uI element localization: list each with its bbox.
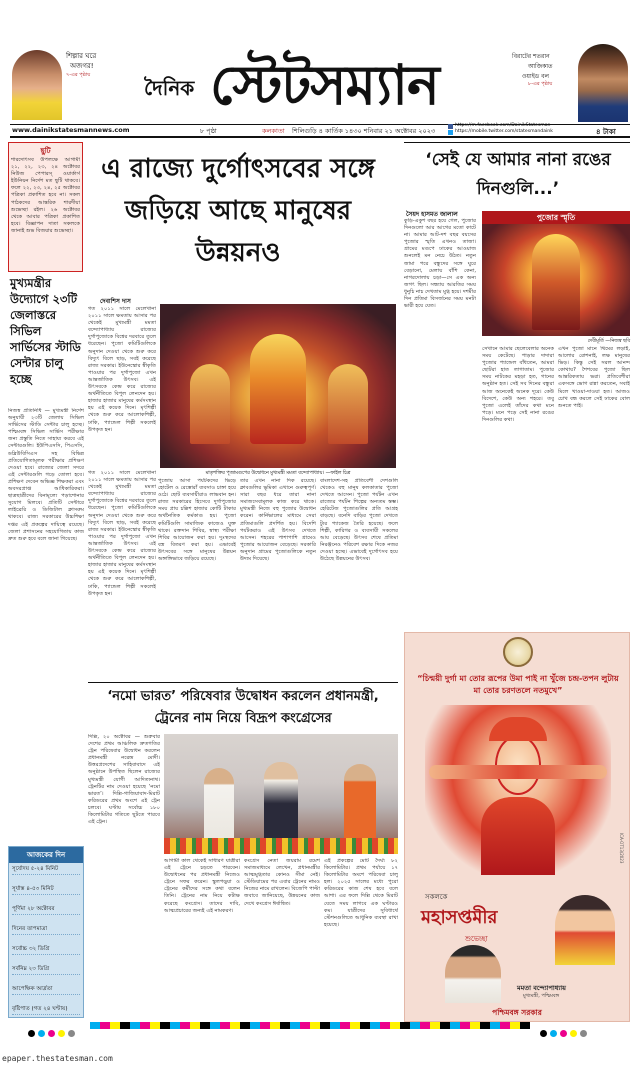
left-headline[interactable]: মুখ্যমন্ত্রীর উদ্যোগে ২৩টি জেলাস্তরে সিভিল সার্ভিসের স্টাডি সেন্টার চালু হচ্ছে bbox=[10, 276, 81, 386]
weather-list bbox=[9, 863, 83, 1027]
epaper-url[interactable]: epaper.thestatesman.com bbox=[2, 1054, 113, 1063]
durga-crown bbox=[489, 717, 547, 741]
left-body: নিজস্ব প্রতিনিধি — মুখ্যমন্ত্রী নির্দেশ অনুযায়ী ২৩টি জেলায় সিভিল সার্ভিসের স্টাডি সেন্টার চালু হচ্ছে। পশ্চিমবঙ্গ সিভিল সার্ভিস পরীক্ষার জন্য প্রস্তুতি নিতে সাহায্য করবে এই সেন্টারগুলি। ইউপিএসসি, পিএসসি, ডব্লিউবিসিএস সহ বিভিন্ন প্রতিযোগিতামূলক পরীক্ষার প্রশিক্ষণ দেওয়া হবে। রাজ্যের জেলা সদরে এই সেন্টারগুলি গড়ে তোলা হবে। প্রশিক্ষণ দেবেন অভিজ্ঞ শিক্ষকরা এবং অবসরপ্রাপ্ত আধিকারিকরা। ছাত্রছাত্রীদের বিনামূল্যে পড়াশোনার সুযোগ মিলবে। প্রতিটি সেন্টারে লাইব্রেরি ও ডিজিটাল ক্লাসরুম থাকবে। রাজ্য সরকারের উচ্চশিক্ষা দপ্তর এই প্রকল্পের দায়িত্বে রয়েছে। জেলা প্রশাসনের সহযোগিতায় কাজ দ্রুত শুরু হবে বলে জানা গিয়েছে। bbox=[8, 408, 84, 542]
lead-headline[interactable]: এ রাজ্যে দুর্গোৎসবের সঙ্গে জড়িয়ে আছে মানুষের উন্নয়নও bbox=[101, 154, 375, 268]
masthead-title: স্টেটসম্যান bbox=[210, 53, 439, 117]
feature-idol bbox=[532, 234, 580, 330]
color-registration-right bbox=[540, 1022, 590, 1041]
reg-dot-cyan bbox=[38, 1030, 45, 1037]
left-promo-page[interactable]: ৭-এর পৃষ্ঠায় bbox=[66, 72, 91, 78]
cm-role: মুখ্যমন্ত্রী, পশ্চিমবঙ্গ bbox=[523, 993, 560, 999]
child-illustration bbox=[555, 895, 615, 965]
ad-small-text: সকলকে bbox=[425, 893, 448, 901]
feature-col2: সেখানে আমার ছেলেবেলার অনেক সময় কেটেছে। পাড়ার দাদারা পুজোর প্যান্ডেল বাঁধতেন, আমরা ছোটরা হাত লাগাতাম। পুজোর সময় নাটকের মহড়া হত, গানের অনুষ্ঠান হত। সেই সব দিনের বন্ধুরা আজ অনেকেই অনেক দূরে। কেউ বিদেশে, কেউ অন্য শহরে। তবু পুজো এলেই তাঁদের কথা মনে পড়ে। মনে পড়ে সেই নানা রঙের দিনগুলির কথা। bbox=[482, 346, 554, 423]
ad-quote: “চিন্ময়ী দুর্গা মা তোর রূপের উমা পাই না খুঁজে চন্দ্র-তপন লুটায় মা তোর চরণতলে নতমুখে” bbox=[417, 674, 619, 695]
lead-col4: বাংলাদেশ-সহ প্রতিবেশী দেশগুলি থেকেও বহু মানুষ কলকাতার পুজো দেখতে আসেন। পুজো পর্যটন এখন রাজ্যের পর্যটন শিল্পের অন্যতম স্তম্ভ। হেরিটেজ পুজোগুলির প্রতি আগ্রহ বাড়ছে। বনেদি বাড়ির পুজো দেখতে ট্যুর প্যাকেজ তৈরি হয়েছে। ফলে শিল্পী, কারিগর ও ব্যবসায়ী সকলের আয় বেড়েছে। উৎসব শেষে প্রতিমা নিরঞ্জনেও পরিবেশ রক্ষার দিকে নজর দেওয়া হচ্ছে। এভাবেই দুর্গোৎসব হয়ে উঠেছে উন্নয়নের উৎসব। bbox=[320, 478, 398, 563]
reg-dot-yellow bbox=[58, 1030, 65, 1037]
reg-dot-grey-r bbox=[580, 1030, 587, 1037]
lead-col1-cont: গত ২০১১ সালে মেলেখানা ২০১১ সালে ক্ষমতায় আসার পর থেকেই মুখ্যমন্ত্রী মমতা বন্দ্যোপাধ্যায় রাজ্যের দুর্গাপুজোকে বিশ্বের দরবারে তুলে ধরেছেন। পুজো কমিটিগুলিকে অনুদান দেওয়া থেকে শুরু করে বিদ্যুৎ বিলে ছাড়, সবই করেছে রাজ্য সরকার। ইউনেস্কোর স্বীকৃতি পাওয়ার পর দুর্গাপুজো এখন আন্তর্জাতিক উৎসব। এই উৎসবকে কেন্দ্র করে রাজ্যের অর্থনীতিতে বিপুল লেনদেন হয়। হাজার হাজার মানুষের কর্মসংস্থান হয় এই কয়েক দিনে। মৃৎশিল্পী থেকে শুরু করে আলোকশিল্পী, ঢাকি, প্যান্ডেল শিল্পী সকলেই উপকৃত হন। bbox=[88, 470, 156, 597]
govt-name: পশ্চিমবঙ্গ সরকার bbox=[405, 1005, 629, 1022]
left-promo-line1: শিল্পার ঘরে bbox=[66, 52, 97, 60]
weather-box bbox=[8, 846, 84, 1018]
feature-top-rule bbox=[404, 142, 630, 143]
lead-col1: গত ২০১১ সালে মেলেখানা ২০১১ সালে ক্ষমতায় আসার পর থেকেই মুখ্যমন্ত্রী মমতা বন্দ্যোপাধ্যায় রাজ্যের দুর্গাপুজোকে বিশ্বের দরবারে তুলে ধরেছেন। পুজো কমিটিগুলিকে অনুদান দেওয়া থেকে শুরু করে বিদ্যুৎ বিলে ছাড়, সবই করেছে রাজ্য সরকার। ইউনেস্কোর স্বীকৃতি পাওয়ার পর দুর্গাপুজো এখন আন্তর্জাতিক উৎসব। এই উৎসবকে কেন্দ্র করে রাজ্যের অর্থনীতিতে বিপুল লেনদেন হয়। হাজার হাজার মানুষের কর্মসংস্থান হয় এই কয়েক দিনে। মৃৎশিল্পী থেকে শুরু করে আলোকশিল্পী, ঢাকি, প্যান্ডেল শিল্পী সকলেই উপকৃত হন। bbox=[88, 306, 156, 433]
right-promo-line1: বিরাটের শতরান bbox=[512, 53, 550, 60]
right-promo-line2: আজিকাত bbox=[528, 63, 553, 70]
feature-headline[interactable]: ‘সেই যে আমার নানা রঙের দিনগুলি...’ bbox=[425, 150, 611, 199]
holiday-text: শারদোৎসব উপলক্ষে আগামী ২১, ২২, ২৩, ২৪ অক্টোবর নিউজ পেপারস্‌ ওয়ার্কার্স ইউনিয়ন নির্দেশ মত ছুটি থাকবে। ফলে ২২, ২৩, ২৪, ২৫ অক্টোবর পত্রিকা প্রকাশিত হবে না। সকল পাঠকদের আন্তরিক শারদীয়া শুভেচ্ছা রইল। ২৬ অক্টোবর থেকে আবার পত্রিকা প্রকাশিত হবে। বিজ্ঞাপন দাতা সকলকে জানাই শুভ বিজয়ার শুভেচ্ছা। bbox=[11, 157, 80, 234]
feature-col3: এখন পুজো মানে থিমের লড়াই, আলোর রোশনাই, লক্ষ মানুষের ভিড়। কিন্তু সেই সরল আনন্দ কোথায়? শৈশবের পুজো ছিল আন্তরিকতায় ভরা। প্রতিবেশীরা একসঙ্গে ভোগ রান্না করতেন, সবাই মিলে খাওয়া-দাওয়া হত। আজও চোখ বন্ধ করলে সেই ঢাকের বোল শুনতে পাই। bbox=[558, 346, 630, 409]
ica-code: ICA-OT13/2023 bbox=[619, 833, 624, 864]
second-photo bbox=[164, 734, 398, 854]
feature-photo-caption: দেবীমূর্তি —নিজস্ব ছবি bbox=[587, 339, 630, 344]
durga-arms bbox=[429, 765, 607, 779]
reg-dot-yellow-r bbox=[570, 1030, 577, 1037]
weather-row: পূর্ণিমা ২৮ অক্টোবর bbox=[12, 905, 80, 915]
reg-dot-grey bbox=[68, 1030, 75, 1037]
feature-byline: সৈয়দ হাসমত জালাল bbox=[406, 211, 458, 218]
ad-big-text: মহাসপ্তমীর bbox=[421, 907, 498, 928]
lead-photo bbox=[160, 304, 396, 468]
ad-durga-illustration bbox=[425, 705, 611, 875]
page-count: ৮ পৃষ্ঠা bbox=[200, 127, 217, 135]
second-col4: এই প্রকল্পের মোট দৈর্ঘ্য ৮২ কিলোমিটার। প্রথম পর্যায়ে ১৭ কিলোমিটার অংশে পরিষেবা চালু হল। ২০২৫ সালের মধ্যে পুরো করিডরের কাজ শেষ হবে বলে আশা। এর ফলে দিল্লি থেকে মিরাট যেতে সময় লাগবে এক ঘণ্টারও কম। যাত্রীদের সুবিধার্থে স্টেশনগুলিতে আধুনিক ব্যবস্থা রাখা হয়েছে। bbox=[324, 858, 398, 928]
ad-greeting: শুভেচ্ছা bbox=[465, 935, 488, 943]
weather-row: বৃষ্টিপাত (গত ২৪ ঘণ্টায়) bbox=[12, 1005, 80, 1015]
feature-col1: কুড়ি-একুশ বছর হয়ে গেল, পুজোর দিনগুলো আর আগের মতো কাটে না। আমার আট-দশ বছর বয়সের পুজোর স্মৃতি এখনও তাজা। গ্রামের মণ্ডপে ঢাকের আওয়াজ শুনলেই মন নেচে উঠত। নতুন জামা পরে বন্ধুদের সঙ্গে ঘুরে বেড়ানো, মেলায় বাঁশি কেনা, নাগরদোলায় চড়া—সে এক অন্য জগৎ ছিল। সন্ধ্যায় আরতির সময় ধুনুচি নাচ দেখতাম মুগ্ধ হয়ে। দশমীর দিন প্রতিমা বিসর্জনের সময় মনটা ভারী হয়ে যেত। bbox=[404, 218, 476, 310]
feature-tag: পুজোর স্মৃতি bbox=[482, 211, 630, 227]
twitter-link[interactable]: https://mobile.twitter.com/statesmandaink bbox=[455, 129, 553, 134]
weather-row: সর্বোচ্চ ৩২ ডিগ্রি bbox=[12, 945, 80, 955]
biswa-bangla-logo bbox=[503, 637, 533, 667]
weather-row: সূর্যাস্ত ৪-৫৩ মিনিট bbox=[12, 885, 80, 895]
left-promo-line2: অজগর! bbox=[70, 62, 94, 70]
color-registration-left bbox=[28, 1022, 78, 1041]
holiday-heading: ছুটি bbox=[40, 147, 51, 155]
city-kolkata: কলকাতা bbox=[262, 127, 285, 135]
second-col3: কংগ্রেস নেতা জয়রাম রমেশ সমাজমাধ্যমে লেখেন, প্রধানমন্ত্রীর আত্মমুগ্ধতার কোনও সীমা নেই। স্টেডিয়ামের পর এবার ট্রেনের নামও নিজের নামে রাখলেন। বিজেপি পাল্টা জবাবে জানিয়েছে, উন্নয়নের কাজ দেখে কংগ্রেস ঈর্ষান্বিত। bbox=[244, 858, 320, 907]
right-promo-page[interactable]: ৮-এর পৃষ্ঠায় bbox=[528, 81, 553, 87]
price: ৪ টাকা bbox=[596, 128, 616, 136]
holiday-box bbox=[8, 142, 83, 272]
weather-row: সূর্যোদয় ৫-২৪ মিনিট bbox=[12, 865, 80, 875]
facebook-icon[interactable] bbox=[448, 124, 453, 129]
right-promo-line3: ওয়াইড বল bbox=[522, 73, 549, 80]
website[interactable]: www.dainikstatesmannews.com bbox=[12, 126, 130, 134]
second-top-rule bbox=[88, 682, 398, 683]
lead-col2: পুজোয় আসা পর্যটকদের ভিড়ে হোটেল ও রেস্তোরাঁ ব্যবসাও চাঙ্গা হয়ে ওঠে। ছোট ব্যবসায়ীরাও লাভবান হন। রাজ্য সরকারের হিসেবে দুর্গাপুজোর সময় প্রায় চল্লিশ হাজার কোটি টাকার অর্থনৈতিক কর্মকাণ্ড হয়। পুজো কমিটিগুলি সামাজিক কাজেও যুক্ত থাকে। রক্তদান শিবির, স্বাস্থ্য পরীক্ষা শিবির আয়োজন করা হয়। দুঃস্থদের বস্ত্র বিতরণ করা হয়। এভাবেই উৎসবের সঙ্গে মানুষের উন্নয়ন অঙ্গাঙ্গিভাবে জড়িয়ে রয়েছে। bbox=[158, 478, 236, 563]
masthead-rule-bottom bbox=[10, 136, 630, 138]
right-promo-photo bbox=[578, 44, 628, 122]
cm-name: মমতা বন্দ্যোপাধ্যায় bbox=[517, 984, 566, 992]
reg-dot-black bbox=[28, 1030, 35, 1037]
reg-dot-cyan-r bbox=[550, 1030, 557, 1037]
reg-dot-magenta-r bbox=[560, 1030, 567, 1037]
feature-photo bbox=[482, 224, 630, 336]
facebook-link[interactable]: https://m.facebook.com/DainikStatesman bbox=[455, 123, 551, 128]
idol-left bbox=[190, 364, 230, 444]
weather-row: সর্বনিম্ন ২৩ ডিগ্রি bbox=[12, 965, 80, 975]
second-col1: দিল্লি, ২০ অক্টোবর — শুক্রবার দেশের প্রথম আঞ্চলিক দ্রুতগতির ট্রেন পরিষেবার উদ্বোধন করলেন প্রধানমন্ত্রী নরেন্দ্র মোদী। উত্তরপ্রদেশের সাহিবাবাদে এই অনুষ্ঠানে উপস্থিত ছিলেন রাজ্যের মুখ্যমন্ত্রী যোগী আদিত্যনাথ। ট্রেনটির নাম দেওয়া হয়েছে ‘নমো ভারত’। দিল্লি-গাজিয়াবাদ-মিরাট করিডরের প্রথম অংশে এই ট্রেন চলবে। ঘণ্টায় সর্বোচ্চ ১৮০ কিলোমিটার গতিতে ছুটতে পারবে এই ট্রেন। bbox=[88, 734, 160, 826]
weather-title: আজকের দিন bbox=[9, 847, 83, 863]
twitter-icon[interactable] bbox=[448, 130, 453, 135]
flower-strip bbox=[164, 838, 398, 854]
masthead bbox=[0, 0, 640, 135]
weather-row: আপেক্ষিক আর্দ্রতা bbox=[12, 985, 80, 995]
lead-col3: তার এখন নানা দিক রয়েছে। ক্লাবগুলির ভূমিকা এখানে গুরুত্বপূর্ণ। সারা বছর ধরে তারা নানা সমাজসেবামূলক কাজ করে থাকে। মুখ্যমন্ত্রী নিজে বহু পুজোর উদ্বোধন করেন। কার্নিভালের মাধ্যমে সেরা প্রতিমাগুলি প্রদর্শিত হয়। বিদেশি পর্যটকরাও এই উৎসব দেখতে আসেন। শহরের পাশাপাশি গ্রামেও পুজোর আয়োজন বেড়েছে। সরকারি অনুদান গ্রামের পুজোগুলিকে নতুন উদ্যম দিয়েছে। bbox=[240, 478, 316, 563]
second-headline[interactable]: ‘নমো ভারত’ পরিষেবার উদ্বোধন করলেন প্রধানমন্ত্রী, ট্রেনের নাম নিয়ে বিদ্রূপ কংগ্রেসের bbox=[107, 689, 379, 726]
reg-dot-black-r bbox=[540, 1030, 547, 1037]
durga-saree bbox=[481, 797, 555, 875]
cm-portrait bbox=[445, 945, 501, 1003]
idol-right bbox=[328, 364, 368, 444]
second-col2: আগামী কাল থেকেই সাধারণ যাত্রীরা এই ট্রেনে চড়তে পারবেন। উদ্বোধনের পর প্রধানমন্ত্রী নিজেও ট্রেনে সফর করেন। স্কুলপড়ুয়া ও ট্রেনের কর্মীদের সঙ্গে কথা বলেন তিনি। ট্রেনের নাম নিয়ে কটাক্ষ করেছে কংগ্রেস। তাদের দাবি, আত্মপ্রচারের জন্যই এই নামকরণ। bbox=[164, 858, 240, 914]
masthead-title-small: দৈনিক bbox=[144, 76, 195, 100]
lead-byline: দেবাশিস দাস bbox=[100, 298, 131, 305]
lead-photo-caption: মাতৃশক্তির পূজামণ্ডপের উদ্বোধনে মুখ্যমন্ত্রী মমতা বন্দ্যোপাধ্যায়। —ফাইল চিত্র bbox=[205, 471, 351, 476]
weather-row: দিনের তাপমাত্রা bbox=[12, 925, 80, 935]
dateline: শিলিগুড়ি ৪ কার্তিক ১৪৩০ শনিবার ২১ অক্টোবর ২০২৩ bbox=[292, 127, 436, 135]
color-bar bbox=[90, 1022, 530, 1029]
idol-shape bbox=[250, 334, 306, 444]
left-promo-photo bbox=[12, 50, 62, 120]
govt-ad[interactable] bbox=[404, 632, 630, 1022]
reg-dot-magenta bbox=[48, 1030, 55, 1037]
